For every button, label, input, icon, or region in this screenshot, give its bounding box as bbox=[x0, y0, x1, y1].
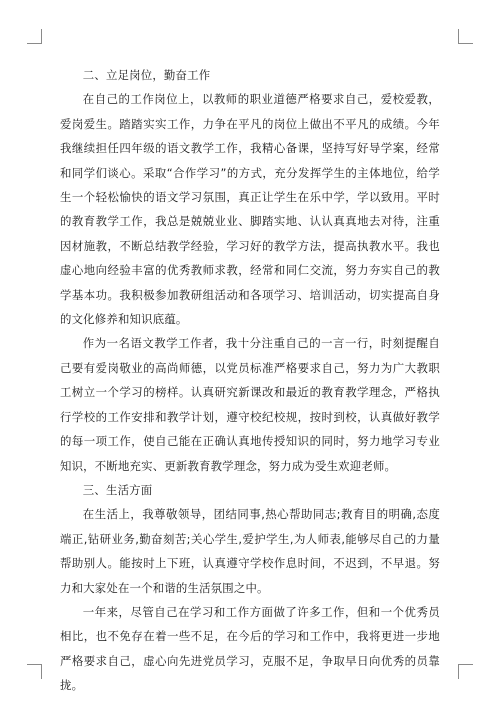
section-heading: 三、生活方面 bbox=[82, 482, 153, 497]
crop-mark-top-right bbox=[458, 29, 473, 44]
crop-mark-top-left bbox=[27, 29, 42, 44]
paragraph: 在生活上，我尊敬领导，团结同事,热心帮助同志;教育目的明确,态度端正,钻研业务,勤奋刻苦;关心学生,爱护学生,为人师表,能够尽自己的力量帮助别人。能按时上下班，认真遵守学校作息时间，不迟到，不早退。努力和大家处在一个和谐的生活氛围之中。 bbox=[60, 507, 440, 595]
document-body bbox=[60, 63, 440, 698]
paragraph: 作为一名语文教学工作者，我十分注重自己的一言一行，时刻提醒自己要有爱岗敬业的高尚师德，以党员标准严格要求自己，努力为广大教职工树立一个学习的榜样。认真研究新课改和最近的教育教学理念，严格执行学校的工作安排和教学计划，遵守校纪校规，按时到校，认真做好教学的每一项工作，使自己能在正确认真地传授知识的同时，努力地学习专业知识，不断地充实、更新教育教学理念，努力成为受生欢迎老师。 bbox=[60, 336, 440, 473]
crop-mark-bottom-right bbox=[458, 664, 473, 679]
section-heading: 二、立足岗位，勤奋工作 bbox=[82, 68, 211, 82]
crop-mark-bottom-left bbox=[27, 664, 42, 679]
paragraph: 在自己的工作岗位上，以教师的职业道德严格要求自己，爱校爱教，爱岗爱生。踏踏实实工作，力争在平凡的岗位上做出不平凡的成绩。今年我继续担任四年级的语文教学工作，我精心备课，坚持写好导学案，经常和同学们谈心。采取“合作学习”的方式，充分发挥学生的主体地位，给学生一个轻松愉快的语文学习氛围，真正让学生在乐中学，学以致用。平时的教育教学工作，我总是兢兢业业、脚踏实地、认认真真地去对待，注重因材施教，不断总结教学经验，学习好的教学方法，提高执教水平。我也虚心地向经验丰富的优秀教师求教，经常和同仁交流，努力夯实自己的教学基本功。我积极参加教研组活动和各项学习、培训活动，切实提高自身的文化修养和知识底蕴。 bbox=[60, 92, 440, 327]
paragraph: 一年来，尽管自己在学习和工作方面做了许多工作，但和一个优秀员相比，也不免存在着一些不足，在今后的学习和工作中，我将更进一步地严格要求自己，虚心向先进党员学习，克服不足，争取早日向优秀的员靠拢。 bbox=[60, 604, 440, 693]
